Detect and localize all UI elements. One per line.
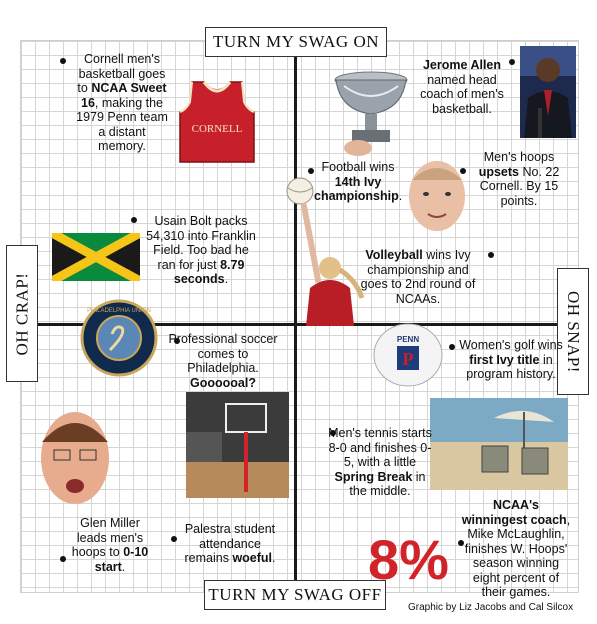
item-palestra: Palestra student attendance remains woeful. [184,522,276,565]
item-mens-tennis: Men's tennis starts 8-0 and finishes 0-5, with a little Spring Break in the middle. [328,426,432,498]
jamaica-flag-image [52,233,140,281]
philadelphia-union-logo [80,298,158,378]
item-mens-hoops-upset: Men's hoops upsets No. 22 Cornell. By 15 points. [478,150,560,208]
jerome-allen-photo [520,46,576,138]
item-pro-soccer: Professional soccer comes to Philadelphia. Goooooal? [168,332,278,390]
item-womens-golf: Women's golf wins first Ivy title in program history. [459,338,563,381]
bullet-dot [460,168,466,174]
graphic-credit: Graphic by Liz Jacobs and Cal Silcox [408,602,574,613]
axis-label-left [6,245,38,382]
bullet-dot [509,59,515,65]
bullet-dot [449,344,455,350]
item-glen-miller: Glen Miller leads men's hoops to 0-10 start. [71,516,149,574]
beach-photo [430,398,568,490]
axis-label-top: TURN MY SWAG ON [205,27,387,57]
axis-label-right-text: OH SNAP! [564,290,583,373]
palestra-photo [186,392,289,498]
bullet-dot [131,217,137,223]
axis-label-bottom: TURN MY SWAG OFF [204,580,386,610]
bullet-dot [488,252,494,258]
union-logo-text: PHILADELPHIA UNION [87,308,151,314]
item-jerome-allen: Jerome Allen named head coach of men's basketball. [420,58,504,116]
item-mclaughlin: NCAA's winningest coach, Mike McLaughlin, finishes W. Hoops' season winning eight percent of their games. [461,498,571,599]
item-volleyball: Volleyball wins Ivy championship and goes to 2nd round of NCAAs. [360,248,476,306]
bullet-dot [171,536,177,542]
bullet-dot [60,556,66,562]
penn-golf-ball-image [372,322,444,388]
penn-logo-letter: P [402,349,414,369]
big-stat-eight-percent: 8% [368,528,449,591]
bullet-dot [60,58,66,64]
glen-miller-face-image [36,406,114,508]
trophy-image [330,62,412,158]
item-usain-bolt: Usain Bolt packs 54,310 into Franklin Field. Too bad he ran for just 8.79 seconds. [146,214,256,286]
axis-label-left-text: OH CRAP! [12,272,31,355]
penn-logo-text: PENN [396,335,420,344]
cornell-jersey-image [174,80,260,164]
item-football: Football wins 14th Ivy championship. [314,160,403,203]
item-cornell-sweet16: Cornell men's basketball goes to NCAA Sweet 16, making the 1979 Penn team a distant memory. [76,52,168,153]
jersey-text: CORNELL [191,123,243,135]
